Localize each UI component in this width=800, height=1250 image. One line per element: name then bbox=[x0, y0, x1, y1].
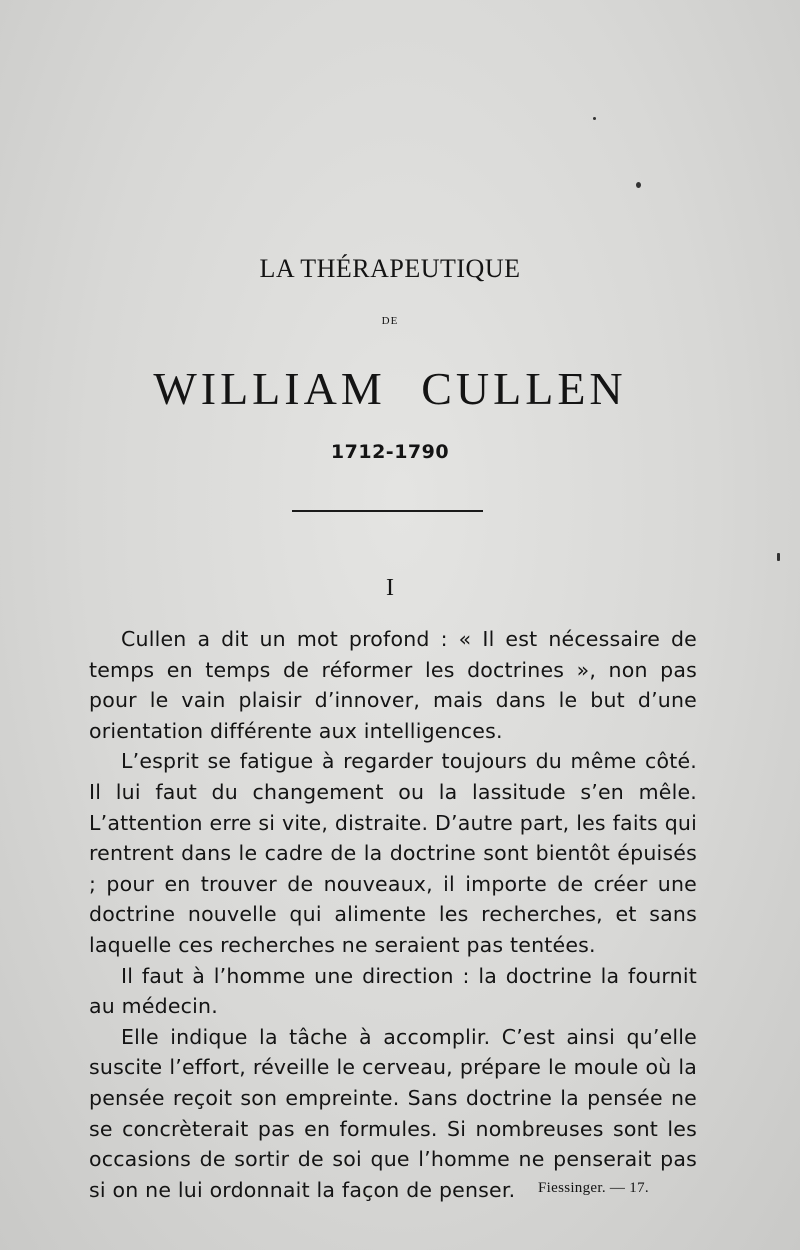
body-text bbox=[89, 624, 697, 1205]
title-rule bbox=[292, 510, 483, 512]
ink-speck bbox=[636, 182, 641, 188]
subject-name: WILLIAM CULLEN bbox=[153, 363, 627, 414]
paragraph: L’esprit se fatigue à regarder toujours du même côté. Il lui faut du changement ou la lassitude s’en mêle. L’attention erre si vite, distraite. D’autre part, les faits qui rentrent dans le cadre de la doctrine sont bientôt épuisés ; pour en trouver de nouveaux, il importe de créer une doctrine nouvelle qui alimente les recherches, et sans laquelle ces recherches ne seraient pas tentées. bbox=[89, 749, 697, 957]
paragraph: Elle indique la tâche à accomplir. C’est ainsi qu’elle suscite l’effort, réveille le cerveau, prépare le moule où la pensée reçoit son empreinte. Sans doctrine la pensée ne se concrèterait pas en formules. Si nombreuses sont les occasions de sortir de soi que l’homme ne penserait pas si on ne lui ordonnait la façon de penser. bbox=[89, 1024, 697, 1202]
ink-speck bbox=[777, 553, 780, 561]
printer-signature: Fiessinger. — 17. bbox=[538, 1180, 649, 1196]
chapter-title: LA THÉRAPEUTIQUE bbox=[259, 254, 521, 283]
life-dates: 1712-1790 bbox=[330, 441, 450, 463]
paragraph: Il faut à l’homme une direction : la doctrine la fournit au médecin. bbox=[89, 963, 697, 1019]
ink-speck bbox=[593, 117, 596, 120]
title-connector: DE bbox=[381, 315, 399, 327]
section-number: I bbox=[386, 575, 394, 601]
paragraph: Cullen a dit un mot profond : « Il est nécessaire de temps en temps de réformer les doctrines », non pas pour le vain plaisir d’innover, mais dans le but d’une orientation différente aux intelligences. bbox=[89, 627, 697, 743]
